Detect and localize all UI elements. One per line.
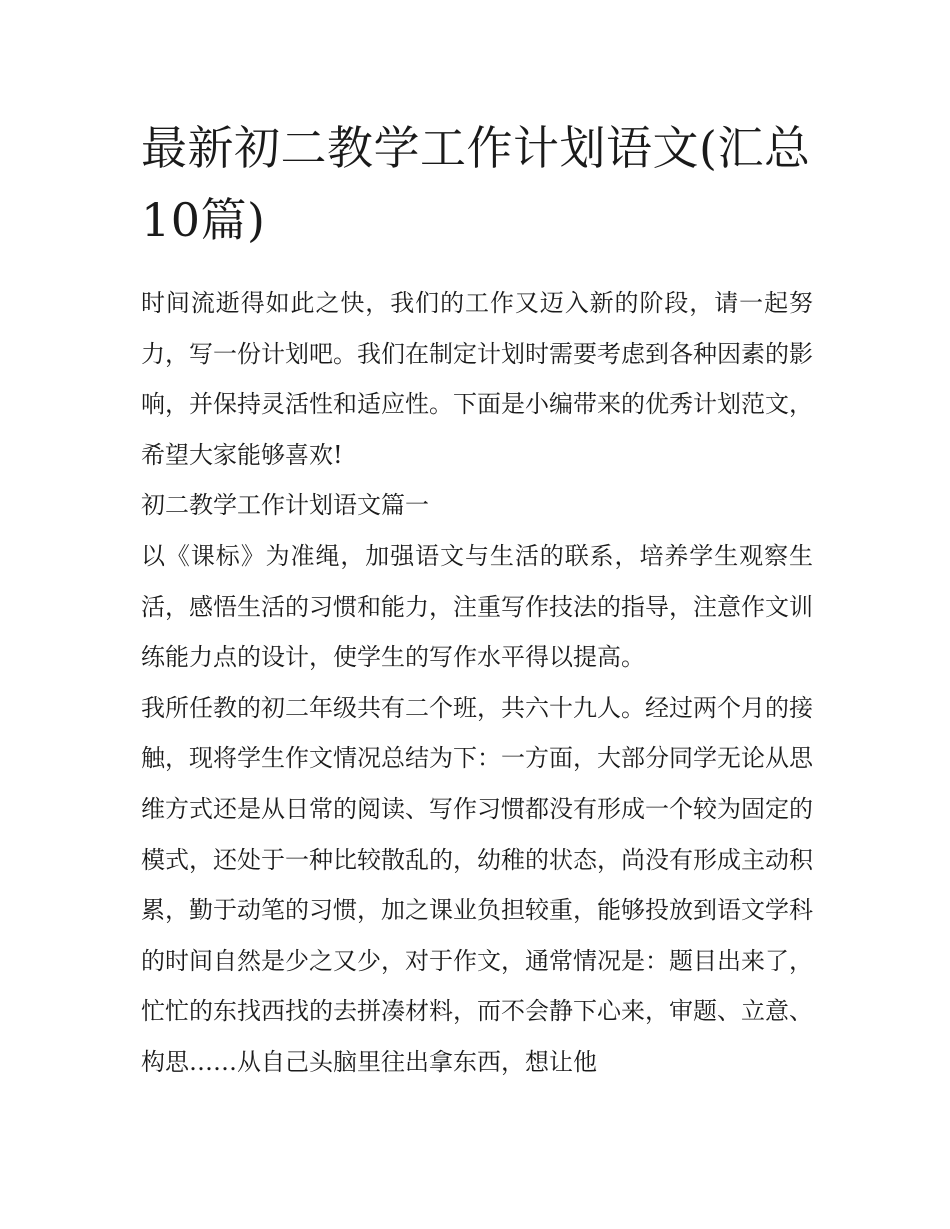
document-body	[141, 278, 813, 1088]
body-paragraph: 以《课标》为准绳，加强语文与生活的联系，培养学生观察生活，感悟生活的习惯和能力，注重写作技法的指导，注意作文训练能力点的设计，使学生的写作水平得以提高。	[141, 541, 813, 672]
body-paragraph: 我所任教的初二年级共有二个班，共六十九人。经过两个月的接触，现将学生作文情况总结为下：一方面，大部分同学无论从思维方式还是从日常的阅读、写作习惯都没有形成一个较为固定的模式，还处于一种比较散乱的，幼稚的状态，尚没有形成主动积累，勤于动笔的习惯，加之课业负担较重，能够投放到语文学科的时间自然是少之又少，对于作文，通常情况是：题目出来了，忙忙的东找西找的去拼凑材料，而不会静下心来，审题、立意、构思……从自己头脑里往出拿东西，想让他	[141, 693, 813, 1076]
intro-paragraph: 时间流逝得如此之快，我们的工作又迈入新的阶段，请一起努力，写一份计划吧。我们在制定计划时需要考虑到各种因素的影响，并保持灵活性和适应性。下面是小编带来的优秀计划范文，希望大家能够喜欢!	[141, 289, 813, 469]
document-title: 最新初二教学工作计划语文(汇总10篇)	[141, 121, 811, 247]
section-heading: 初二教学工作计划语文篇一	[141, 491, 429, 520]
document-content	[141, 112, 813, 1088]
